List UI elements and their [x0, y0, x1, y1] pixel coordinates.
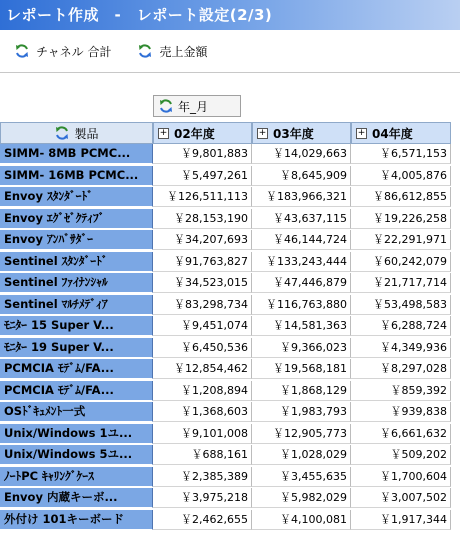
column-field-label: 年_月	[178, 99, 209, 114]
refresh-icon	[137, 43, 153, 59]
toolbar-item-label: 売上金額	[159, 44, 208, 59]
table-cell: ￥12,854,462	[153, 359, 252, 379]
table-cell: ￥1,868,129	[252, 381, 351, 401]
table-cell: ￥9,451,074	[153, 316, 252, 336]
table-cell: ￥1,983,793	[252, 402, 351, 422]
table-cell: ￥6,661,632	[351, 424, 451, 444]
row-field-product[interactable]	[0, 122, 153, 144]
row-header[interactable]: 外付け 101キーボード	[0, 510, 153, 530]
row-header[interactable]: Envoy 内蔵キーボ...	[0, 488, 153, 508]
table-cell: ￥9,101,008	[153, 424, 252, 444]
table-cell: ￥60,242,079	[351, 252, 451, 272]
table-cell: ￥6,450,536	[153, 338, 252, 358]
table-cell: ￥6,288,724	[351, 316, 451, 336]
table-cell: ￥9,801,883	[153, 144, 252, 164]
window-title: レポート作成 - レポート設定(2/3)	[0, 0, 460, 30]
column-header-label: 03年度	[273, 126, 314, 141]
table-cell: ￥939,838	[351, 402, 451, 422]
row-header[interactable]: ﾓﾆﾀｰ 19 Super V...	[0, 338, 153, 358]
table-cell: ￥1,700,604	[351, 467, 451, 487]
toolbar	[0, 30, 460, 73]
row-header[interactable]: ﾉｰﾄPC ｷｬﾘﾝｸﾞｹｰｽ	[0, 467, 153, 487]
column-header[interactable]	[252, 122, 351, 144]
row-header[interactable]: Envoy ｽﾀﾝﾀﾞｰﾄﾞ	[0, 187, 153, 207]
row-field-label: 製品	[74, 126, 99, 141]
column-header[interactable]	[153, 122, 252, 144]
table-cell: ￥43,637,115	[252, 209, 351, 229]
table-cell: ￥5,982,029	[252, 488, 351, 508]
table-cell: ￥14,581,363	[252, 316, 351, 336]
row-header[interactable]: PCMCIA ﾓﾃﾞﾑ/FA...	[0, 381, 153, 401]
refresh-icon	[54, 125, 70, 141]
table-cell: ￥47,446,879	[252, 273, 351, 293]
table-cell: ￥1,208,894	[153, 381, 252, 401]
refresh-icon	[158, 98, 174, 114]
table-cell: ￥4,005,876	[351, 166, 451, 186]
table-cell: ￥2,385,389	[153, 467, 252, 487]
table-cell: ￥133,243,444	[252, 252, 351, 272]
column-header-label: 04年度	[372, 126, 413, 141]
column-header[interactable]	[351, 122, 451, 144]
table-cell: ￥91,763,827	[153, 252, 252, 272]
column-header-label: 02年度	[174, 126, 215, 141]
table-cell: ￥34,523,015	[153, 273, 252, 293]
table-cell: ￥83,298,734	[153, 295, 252, 315]
row-header[interactable]: Unix/Windows 5ユ...	[0, 445, 153, 465]
table-cell: ￥53,498,583	[351, 295, 451, 315]
column-field-year-month[interactable]	[153, 95, 241, 117]
toolbar-item-label: チャネル 合計	[36, 44, 112, 59]
table-cell: ￥46,144,724	[252, 230, 351, 250]
expand-icon[interactable]: +	[357, 127, 366, 138]
table-cell: ￥126,511,113	[153, 187, 252, 207]
row-header[interactable]: PCMCIA ﾓﾃﾞﾑ/FA...	[0, 359, 153, 379]
row-header[interactable]: Sentinel ｽﾀﾝﾀﾞｰﾄﾞ	[0, 252, 153, 272]
row-header[interactable]: SIMM- 16MB PCMC...	[0, 166, 153, 186]
table-cell: ￥3,455,635	[252, 467, 351, 487]
table-cell: ￥19,226,258	[351, 209, 451, 229]
table-cell: ￥1,917,344	[351, 510, 451, 530]
expand-icon[interactable]: +	[159, 127, 168, 138]
refresh-icon	[14, 43, 30, 59]
table-cell: ￥34,207,693	[153, 230, 252, 250]
table-cell: ￥4,349,936	[351, 338, 451, 358]
table-cell: ￥86,612,855	[351, 187, 451, 207]
table-cell: ￥116,763,880	[252, 295, 351, 315]
row-header[interactable]: OSﾄﾞｷｭﾒﾝﾄ一式	[0, 402, 153, 422]
table-cell: ￥509,202	[351, 445, 451, 465]
table-cell: ￥28,153,190	[153, 209, 252, 229]
table-cell: ￥14,029,663	[252, 144, 351, 164]
table-cell: ￥8,645,909	[252, 166, 351, 186]
row-header[interactable]: Sentinel ﾏﾙﾁﾒﾃﾞｨｱ	[0, 295, 153, 315]
table-cell: ￥22,291,971	[351, 230, 451, 250]
row-header[interactable]: Unix/Windows 1ユ...	[0, 424, 153, 444]
row-header[interactable]: Envoy ｱﾝﾊﾞｻﾀﾞｰ	[0, 230, 153, 250]
table-cell: ￥4,100,081	[252, 510, 351, 530]
table-cell: ￥6,571,153	[351, 144, 451, 164]
row-header[interactable]: ﾓﾆﾀｰ 15 Super V...	[0, 316, 153, 336]
table-cell: ￥19,568,181	[252, 359, 351, 379]
table-cell: ￥9,366,023	[252, 338, 351, 358]
row-header[interactable]: Envoy ｴｸﾞｾﾞｸﾃｨﾌﾞ	[0, 209, 153, 229]
row-header[interactable]: SIMM- 8MB PCMC...	[0, 144, 153, 164]
table-cell: ￥2,462,655	[153, 510, 252, 530]
table-cell: ￥859,392	[351, 381, 451, 401]
table-cell: ￥5,497,261	[153, 166, 252, 186]
table-cell: ￥21,717,714	[351, 273, 451, 293]
table-cell: ￥12,905,773	[252, 424, 351, 444]
table-cell: ￥8,297,028	[351, 359, 451, 379]
expand-icon[interactable]: +	[258, 127, 267, 138]
toolbar-item-sales-amount[interactable]	[137, 43, 207, 60]
table-cell: ￥1,368,603	[153, 402, 252, 422]
table-cell: ￥688,161	[153, 445, 252, 465]
table-cell: ￥3,007,502	[351, 488, 451, 508]
table-cell: ￥183,966,321	[252, 187, 351, 207]
toolbar-item-channel-total[interactable]	[14, 43, 111, 60]
table-cell: ￥3,975,218	[153, 488, 252, 508]
table-cell: ￥1,028,029	[252, 445, 351, 465]
row-header[interactable]: Sentinel ﾌｧｲﾅﾝｼｬﾙ	[0, 273, 153, 293]
